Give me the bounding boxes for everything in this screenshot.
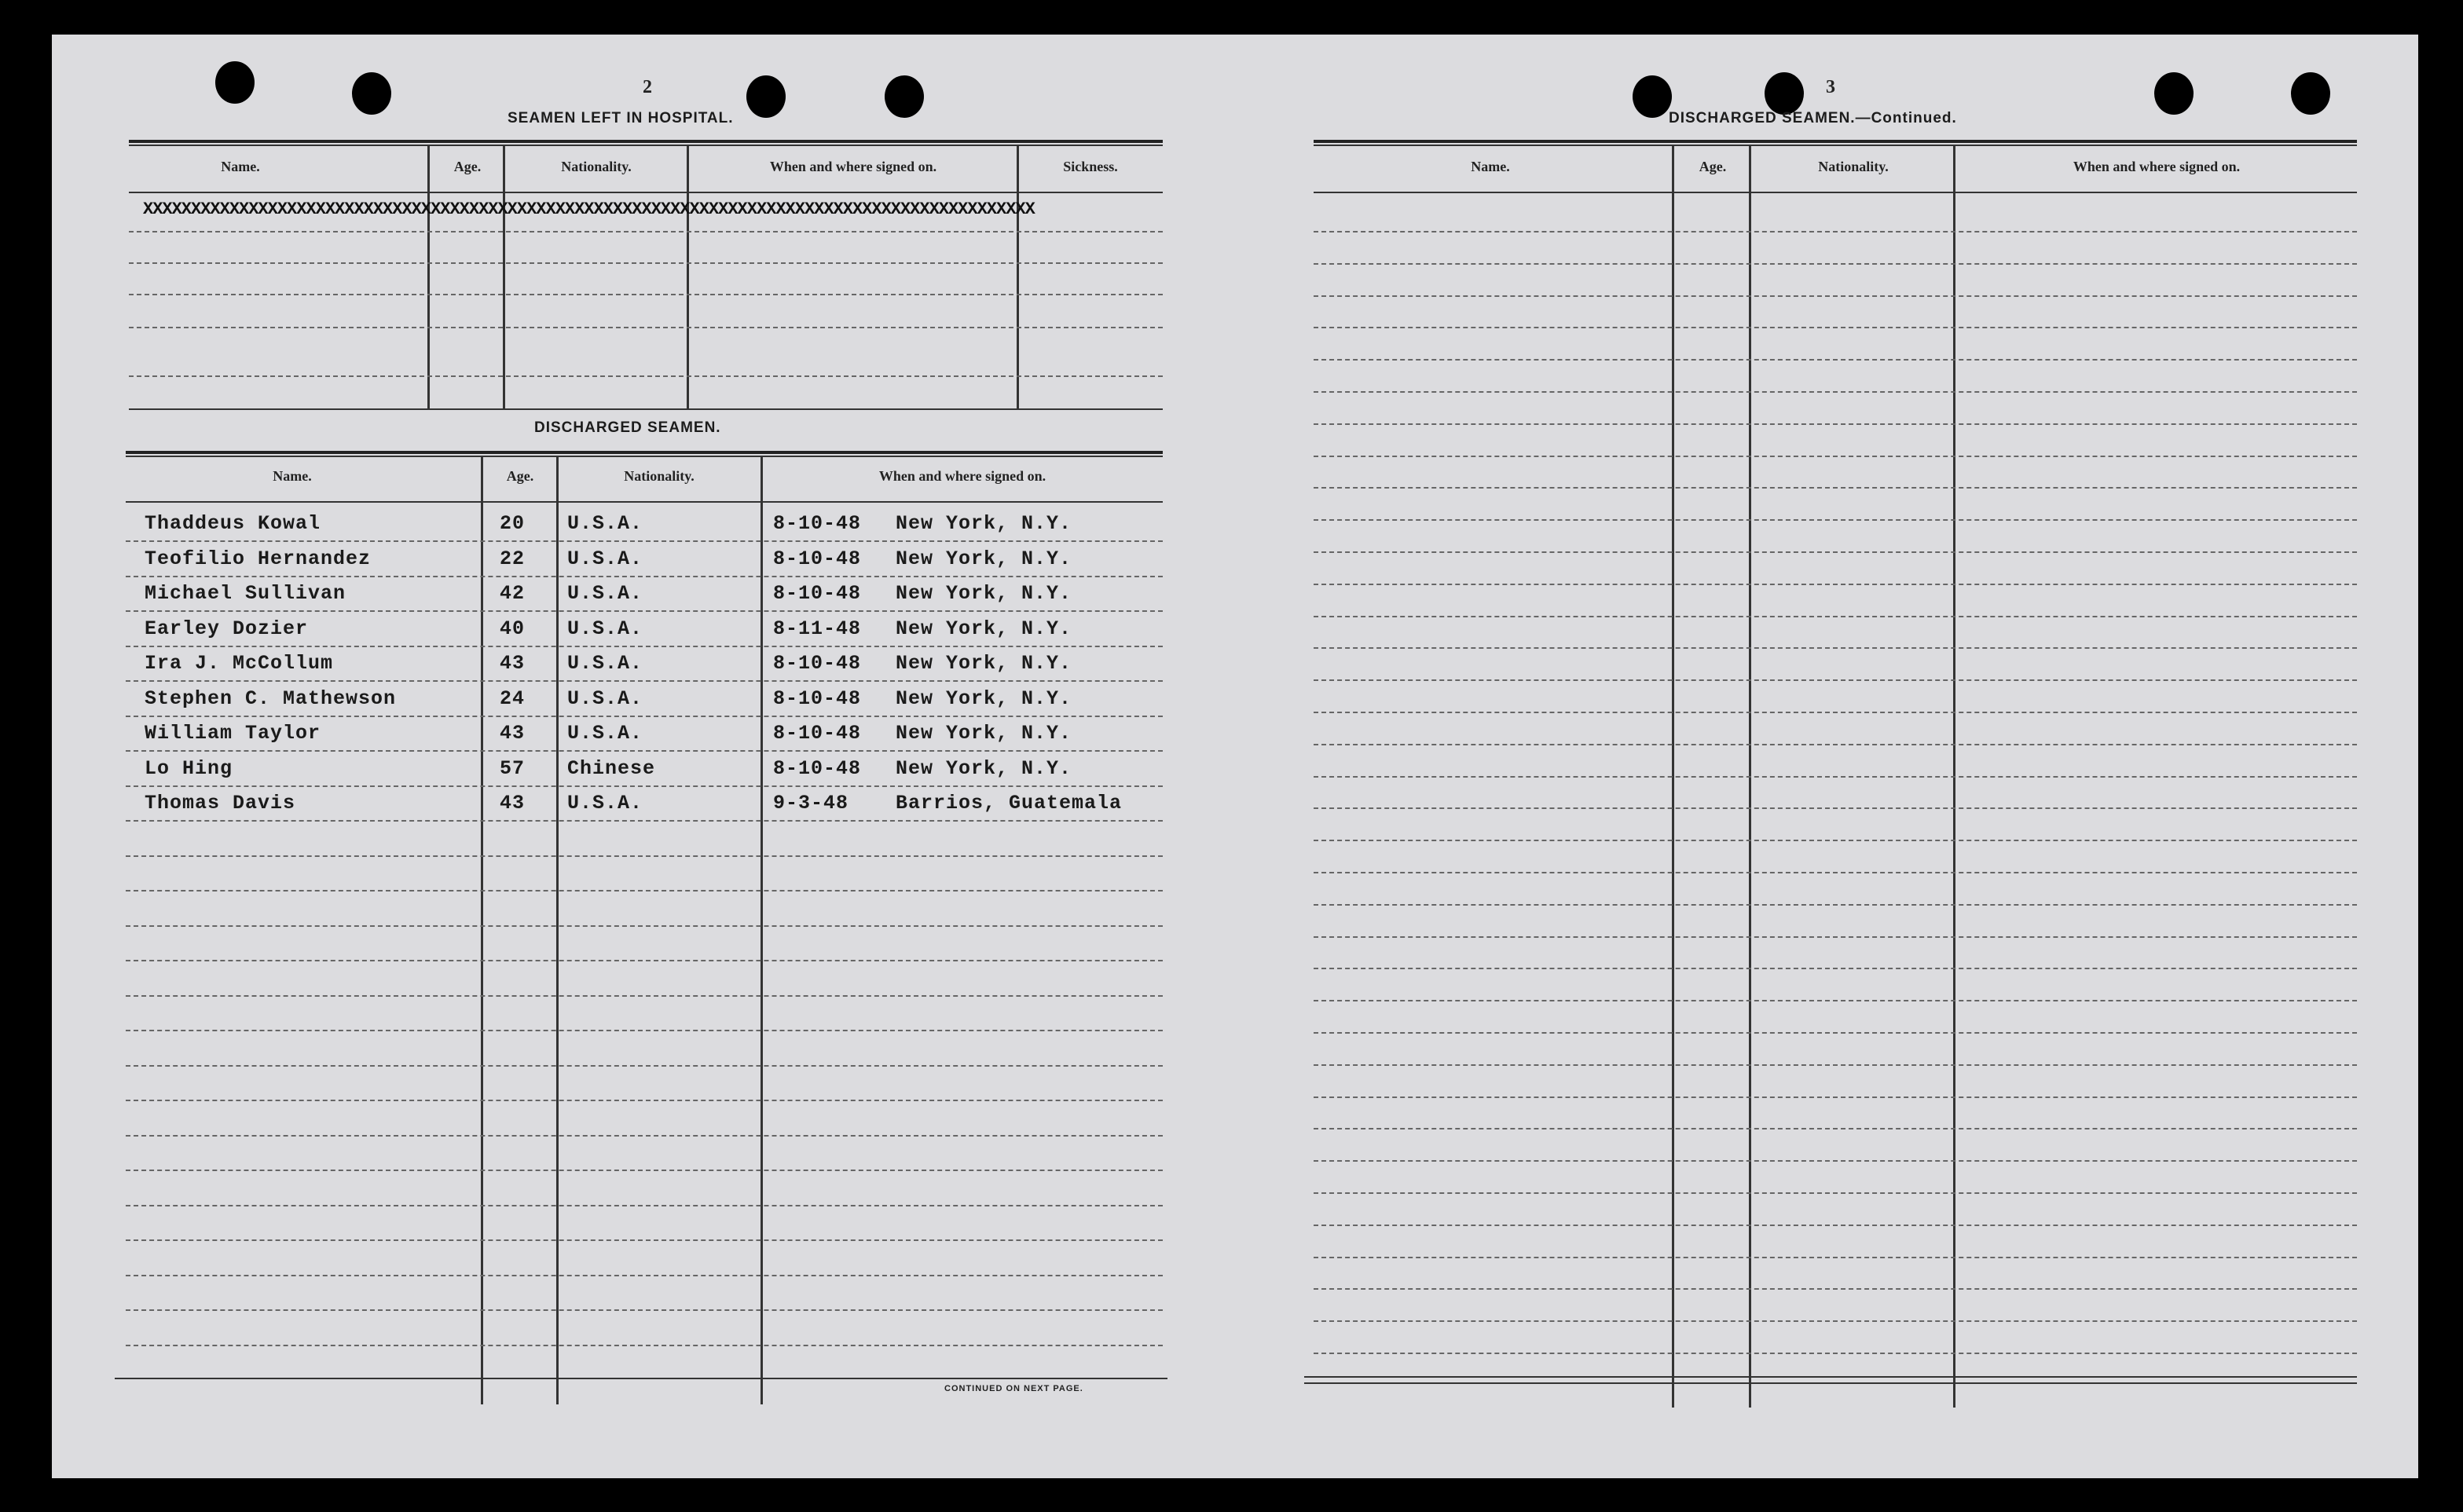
- row-line: [1314, 487, 2357, 489]
- row-line: [126, 540, 1163, 542]
- row-line: [1314, 1096, 2357, 1098]
- discharged-table-top-rule-2: [126, 456, 1163, 457]
- seaman-signed-date: 9-3-48: [773, 792, 849, 815]
- row-line: [126, 646, 1163, 647]
- seaman-signed-place: New York, N.Y.: [896, 582, 1072, 605]
- right-table-top-rule: [1314, 140, 2357, 143]
- seaman-signed-place: New York, N.Y.: [896, 652, 1072, 675]
- row-line: [126, 925, 1163, 927]
- seaman-name: William Taylor: [145, 722, 321, 745]
- row-line: [126, 1030, 1163, 1031]
- seaman-nationality: U.S.A.: [567, 617, 643, 640]
- right-header-name: Name.: [1471, 159, 1510, 174]
- right-page-number: 3: [1826, 77, 1835, 97]
- row-line: [1314, 519, 2357, 521]
- seaman-nationality: U.S.A.: [567, 722, 643, 745]
- discharged-col-line-3: [761, 456, 763, 1404]
- row-line: [126, 995, 1163, 997]
- row-line: [1314, 231, 2357, 232]
- row-line: [1314, 872, 2357, 873]
- punch-hole-7: [2154, 72, 2194, 115]
- seaman-signed-place: New York, N.Y.: [896, 617, 1072, 640]
- row-line: [126, 1170, 1163, 1171]
- hospital-table-top-rule: [129, 140, 1163, 143]
- hospital-header-rule: [129, 192, 1163, 193]
- punch-hole-8: [2291, 72, 2330, 115]
- hospital-col-line-3: [687, 145, 689, 410]
- seaman-name: Ira J. McCollum: [145, 652, 334, 675]
- row-line: [126, 1275, 1163, 1276]
- seaman-signed-date: 8-10-48: [773, 722, 862, 745]
- seaman-age: 40: [500, 617, 526, 640]
- punch-hole-3: [746, 75, 786, 118]
- row-line: [1314, 1128, 2357, 1129]
- hospital-row-line-2: [129, 262, 1163, 264]
- hospital-struck-entry: XXXXXXXXXXXXXXXXXXXXXXXXXXXXXXXXXXXXXXXXXXXXXXXXXXXXXXXXXXXXXXXXXXXXXXXXXXXXXXXXXXXXXXXXXXXXX: [143, 200, 1035, 219]
- row-line: [1314, 807, 2357, 809]
- hospital-header-signed-on: When and where signed on.: [769, 159, 937, 174]
- row-line: [1314, 1032, 2357, 1034]
- document-sheet: [52, 35, 2418, 1478]
- row-line: [1314, 1257, 2357, 1258]
- row-line: [1314, 1064, 2357, 1066]
- hospital-section-title: SEAMEN LEFT IN HOSPITAL.: [508, 110, 734, 126]
- row-line: [1314, 584, 2357, 585]
- seaman-age: 24: [500, 687, 526, 710]
- hospital-header-age: Age.: [453, 159, 482, 174]
- seaman-signed-place: New York, N.Y.: [896, 687, 1072, 710]
- seaman-nationality: U.S.A.: [567, 512, 643, 535]
- row-line: [126, 1239, 1163, 1241]
- row-line: [1314, 327, 2357, 328]
- discharged-header-rule: [126, 501, 1163, 503]
- row-line: [126, 855, 1163, 857]
- row-line: [1314, 904, 2357, 906]
- seaman-nationality: U.S.A.: [567, 547, 643, 570]
- hospital-col-line-2: [503, 145, 505, 410]
- discharged-header-name: Name.: [273, 468, 312, 484]
- row-line: [1314, 616, 2357, 617]
- continued-footer: CONTINUED ON NEXT PAGE.: [944, 1384, 1083, 1393]
- row-line: [1314, 1192, 2357, 1194]
- row-line: [1314, 295, 2357, 297]
- row-line: [126, 576, 1163, 577]
- row-line: [1314, 712, 2357, 713]
- seaman-signed-date: 8-10-48: [773, 547, 862, 570]
- hospital-header-nationality: Nationality.: [561, 159, 632, 174]
- seaman-age: 42: [500, 582, 526, 605]
- hospital-col-line-4: [1017, 145, 1019, 410]
- row-line: [1314, 1000, 2357, 1001]
- hospital-col-line-1: [427, 145, 430, 410]
- right-table-top-rule-2: [1314, 145, 2357, 146]
- row-line: [126, 716, 1163, 717]
- right-header-age: Age.: [1699, 159, 1727, 174]
- seaman-name: Thaddeus Kowal: [145, 512, 321, 535]
- seaman-age: 43: [500, 722, 526, 745]
- seaman-age: 43: [500, 652, 526, 675]
- row-line: [126, 750, 1163, 752]
- row-line: [1314, 936, 2357, 938]
- hospital-row-line-1: [129, 231, 1163, 232]
- seaman-signed-place: Barrios, Guatemala: [896, 792, 1123, 815]
- seaman-age: 20: [500, 512, 526, 535]
- row-line: [126, 1345, 1163, 1346]
- left-page-number: 2: [643, 77, 652, 97]
- seaman-name: Stephen C. Mathewson: [145, 687, 397, 710]
- seaman-age: 22: [500, 547, 526, 570]
- seaman-signed-date: 8-11-48: [773, 617, 862, 640]
- discharged-table-top-rule: [126, 451, 1163, 454]
- row-line: [126, 1065, 1163, 1067]
- row-line: [1314, 1225, 2357, 1226]
- row-line: [126, 785, 1163, 787]
- seaman-age: 57: [500, 757, 526, 780]
- row-line: [126, 820, 1163, 822]
- seaman-name: Michael Sullivan: [145, 582, 346, 605]
- row-line: [1314, 744, 2357, 745]
- row-line: [126, 680, 1163, 682]
- right-header-rule: [1314, 192, 2357, 193]
- discharged-header-nationality: Nationality.: [624, 468, 695, 484]
- discharged-header-age: Age.: [506, 468, 534, 484]
- row-line: [1314, 840, 2357, 841]
- seaman-signed-place: New York, N.Y.: [896, 547, 1072, 570]
- seaman-name: Lo Hing: [145, 757, 233, 780]
- seaman-signed-date: 8-10-48: [773, 687, 862, 710]
- row-line: [1314, 776, 2357, 778]
- hospital-table-top-rule-2: [129, 145, 1163, 146]
- row-line: [1314, 679, 2357, 681]
- hospital-row-line-3: [129, 294, 1163, 295]
- row-line: [126, 1100, 1163, 1101]
- seaman-signed-place: New York, N.Y.: [896, 512, 1072, 535]
- row-line: [1314, 391, 2357, 393]
- seaman-nationality: U.S.A.: [567, 792, 643, 815]
- row-line: [126, 610, 1163, 612]
- row-line: [1314, 263, 2357, 265]
- right-table-bottom-rule-2: [1304, 1382, 2357, 1384]
- row-line: [1314, 423, 2357, 425]
- row-line: [1314, 647, 2357, 649]
- row-line: [1314, 1353, 2357, 1354]
- seaman-signed-date: 8-10-48: [773, 512, 862, 535]
- row-line: [1314, 359, 2357, 361]
- seaman-signed-place: New York, N.Y.: [896, 722, 1072, 745]
- seaman-nationality: U.S.A.: [567, 652, 643, 675]
- continued-section-title: DISCHARGED SEAMEN.—Continued.: [1669, 110, 1957, 126]
- row-line: [1314, 1320, 2357, 1322]
- discharged-table-bottom-rule: [115, 1378, 1167, 1379]
- row-line: [1314, 1288, 2357, 1290]
- hospital-header-sickness: Sickness.: [1063, 159, 1118, 174]
- punch-hole-1: [215, 61, 255, 104]
- seaman-nationality: Chinese: [567, 757, 656, 780]
- row-line: [1314, 551, 2357, 553]
- hospital-header-name: Name.: [221, 159, 260, 174]
- seaman-age: 43: [500, 792, 526, 815]
- right-table-bottom-rule: [1304, 1376, 2357, 1378]
- seaman-signed-date: 8-10-48: [773, 757, 862, 780]
- right-header-nationality: Nationality.: [1818, 159, 1889, 174]
- discharged-col-line-2: [556, 456, 559, 1404]
- seaman-signed-date: 8-10-48: [773, 582, 862, 605]
- seaman-signed-date: 8-10-48: [773, 652, 862, 675]
- row-line: [126, 960, 1163, 961]
- seaman-nationality: U.S.A.: [567, 582, 643, 605]
- seaman-name: Thomas Davis: [145, 792, 296, 815]
- seaman-nationality: U.S.A.: [567, 687, 643, 710]
- hospital-row-line-5: [129, 375, 1163, 377]
- hospital-table-bottom-rule: [129, 408, 1163, 410]
- discharged-section-title: DISCHARGED SEAMEN.: [534, 419, 721, 436]
- discharged-header-signed-on: When and where signed on.: [878, 468, 1046, 484]
- seaman-signed-place: New York, N.Y.: [896, 757, 1072, 780]
- row-line: [126, 1205, 1163, 1206]
- punch-hole-4: [885, 75, 924, 118]
- row-line: [1314, 968, 2357, 969]
- punch-hole-6: [1765, 72, 1804, 115]
- row-line: [1314, 456, 2357, 457]
- row-line: [126, 890, 1163, 891]
- right-header-signed-on: When and where signed on.: [2073, 159, 2241, 174]
- row-line: [126, 1309, 1163, 1311]
- seaman-name: Earley Dozier: [145, 617, 309, 640]
- punch-hole-2: [352, 72, 391, 115]
- discharged-col-line-1: [481, 456, 483, 1404]
- row-line: [1314, 1160, 2357, 1162]
- seaman-name: Teofilio Hernandez: [145, 547, 372, 570]
- punch-hole-5: [1633, 75, 1672, 118]
- row-line: [126, 1135, 1163, 1137]
- hospital-row-line-4: [129, 327, 1163, 328]
